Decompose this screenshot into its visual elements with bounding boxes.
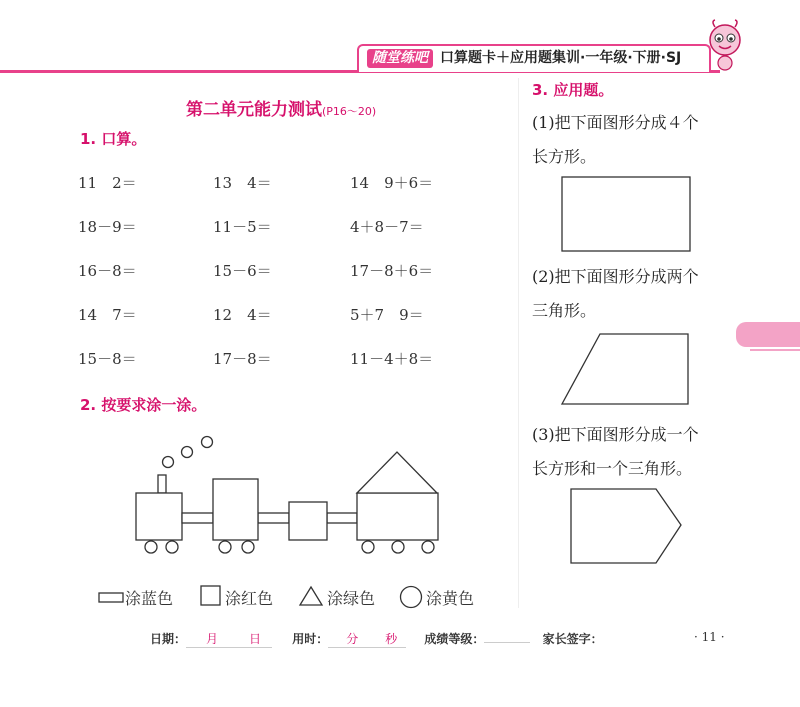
problem: 17－8＝ <box>213 350 272 368</box>
connector-rect <box>327 513 357 523</box>
engine-square <box>136 493 182 540</box>
train-drawing <box>130 432 450 560</box>
problem: 11－5＝ <box>213 218 272 236</box>
sign-label: 家长签字： <box>542 632 603 646</box>
date-label: 日期： <box>150 632 187 646</box>
q2-line2: 三角形。 <box>532 301 597 320</box>
grade-label: 成绩等级： <box>424 632 485 646</box>
problem: 11－4＋8＝ <box>350 350 434 368</box>
smoke-circle <box>202 437 213 448</box>
legend-red: 涂红色 <box>225 589 274 608</box>
problem: 18－9＝ <box>78 218 137 236</box>
car-rect <box>213 479 258 540</box>
problem: 14 9＋6＝ <box>350 174 434 192</box>
smoke-circle <box>163 457 174 468</box>
q1-line2: 长方形。 <box>532 147 597 166</box>
wheel-circle <box>219 541 231 553</box>
header-title: 口算题卡＋应用题集训·一年级·下册·SJ <box>440 50 682 66</box>
smoke-circle <box>182 447 193 458</box>
rectangle-icon <box>98 590 124 604</box>
square-icon <box>200 585 222 607</box>
day-field[interactable]: 日 <box>238 630 272 648</box>
problem: 14 7＝ <box>78 306 137 324</box>
problem: 12 4＝ <box>213 306 272 324</box>
problem: 17－8＋6＝ <box>350 262 434 280</box>
problem: 15－6＝ <box>213 262 272 280</box>
time-label: 用时： <box>292 632 329 646</box>
side-tab <box>736 322 800 347</box>
wheel-circle <box>242 541 254 553</box>
month-field[interactable]: 月 <box>186 630 238 648</box>
problem: 5＋7 9＝ <box>350 306 424 324</box>
q2-line1: (2)把下面图形分成两个 <box>532 267 699 286</box>
problem: 11 2＝ <box>78 174 137 192</box>
q3-pentagon-figure <box>568 486 686 568</box>
page-number: · 11 · <box>694 630 725 644</box>
connector-rect <box>182 513 213 523</box>
car-rect <box>357 493 438 540</box>
grade-field[interactable] <box>484 642 530 643</box>
q3-line1: (3)把下面图形分成一个 <box>532 425 699 444</box>
section3-heading: 3. 应用题。 <box>532 81 614 99</box>
legend-yellow: 涂黄色 <box>426 589 475 608</box>
header-tag: 随堂练吧 <box>367 49 433 68</box>
wheel-circle <box>392 541 404 553</box>
roof-triangle <box>357 452 437 493</box>
problem: 13 4＝ <box>213 174 272 192</box>
chimney-rect <box>158 475 166 493</box>
legend-green: 涂绿色 <box>327 589 376 608</box>
problem: 4＋8－7＝ <box>350 218 424 236</box>
problem: 16－8＝ <box>78 262 137 280</box>
test-title <box>186 95 376 120</box>
side-tab-line <box>750 349 800 351</box>
q1-line1: (1)把下面图形分成４个 <box>532 113 699 132</box>
minutes-field[interactable]: 分 <box>328 630 376 648</box>
circle-icon <box>399 585 423 609</box>
wheel-circle <box>422 541 434 553</box>
mascot-icon <box>702 18 748 72</box>
q3-line2: 长方形和一个三角形。 <box>532 459 693 478</box>
q2-trapezoid-figure <box>558 332 694 408</box>
wheel-circle <box>145 541 157 553</box>
wheel-circle <box>362 541 374 553</box>
connector-rect <box>258 513 289 523</box>
problem: 15－8＝ <box>78 350 137 368</box>
test-title-text: 第二单元能力测试 <box>186 100 322 120</box>
section1-heading: 1. 口算。 <box>80 130 147 148</box>
car-square <box>289 502 327 540</box>
triangle-icon <box>298 585 324 607</box>
legend-blue: 涂蓝色 <box>125 589 174 608</box>
wheel-circle <box>166 541 178 553</box>
column-divider <box>518 78 519 608</box>
footer-bar <box>150 630 603 648</box>
seconds-field[interactable]: 秒 <box>376 630 406 648</box>
q1-rectangle-figure <box>560 175 694 255</box>
test-pages: (P16～20) <box>322 105 377 118</box>
section2-heading: 2. 按要求涂一涂。 <box>80 396 207 414</box>
